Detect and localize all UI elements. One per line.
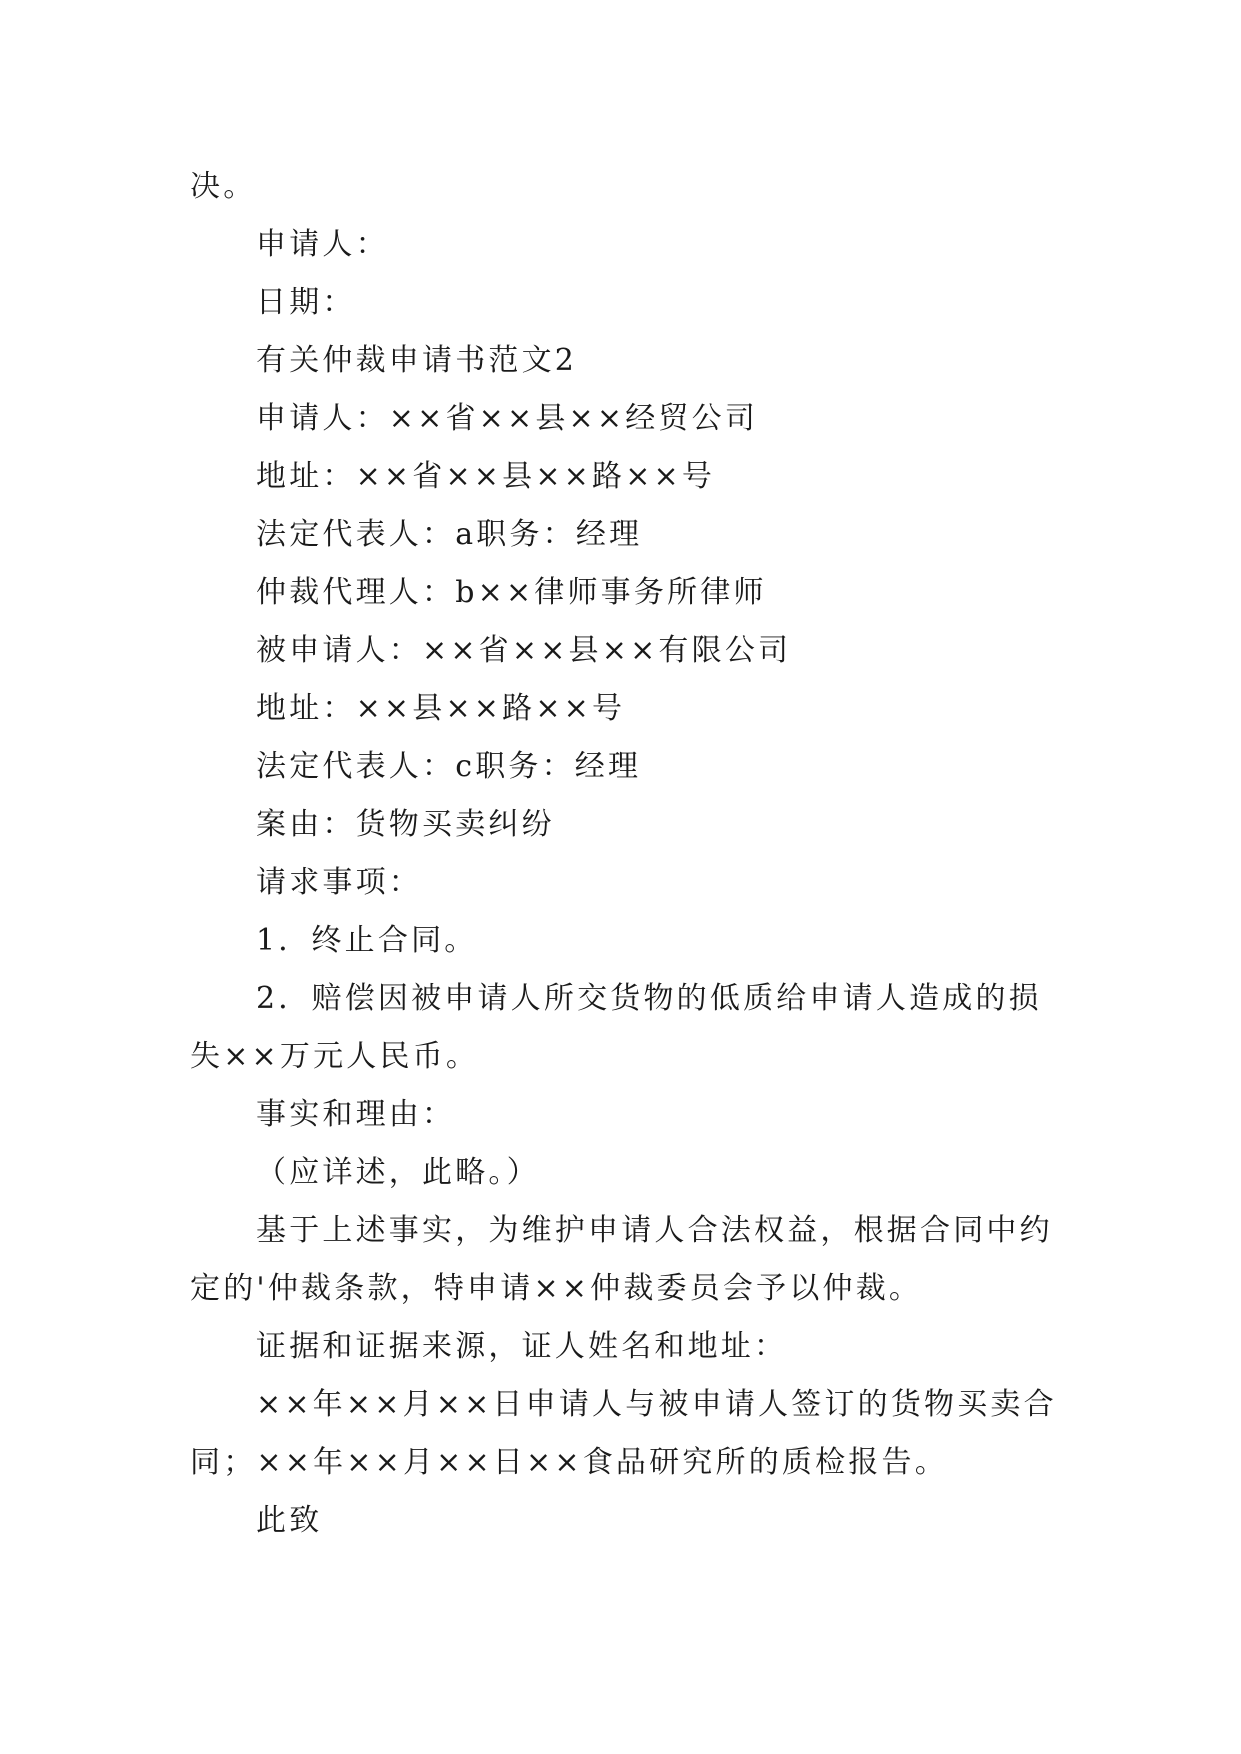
paragraph: 案由：货物买卖纠纷 bbox=[256, 807, 555, 842]
paragraph: 地址：××县××路××号 bbox=[256, 691, 626, 726]
paragraph: （应详述，此略。） bbox=[256, 1155, 540, 1190]
paragraph: 申请人：××省××县××经贸公司 bbox=[256, 401, 759, 436]
paragraph: 证据和证据来源，证人姓名和地址： bbox=[256, 1329, 788, 1364]
paragraph: 被申请人：××省××县××有限公司 bbox=[256, 633, 792, 668]
document-body bbox=[190, 158, 1070, 1550]
paragraph: 此致 bbox=[256, 1503, 323, 1538]
paragraph: 法定代表人：c职务：经理 bbox=[256, 749, 642, 784]
paragraph: 法定代表人：a职务：经理 bbox=[256, 517, 643, 552]
paragraph: 日期： bbox=[256, 285, 356, 320]
paragraph: 仲裁代理人：b××律师事务所律师 bbox=[256, 575, 767, 610]
paragraph: ××年××月××日申请人与被申请人签订的货物买卖合同；××年××月××日××食品研究所的质检报告。 bbox=[190, 1387, 1057, 1480]
paragraph: 事实和理由： bbox=[256, 1097, 456, 1132]
paragraph: 基于上述事实，为维护申请人合法权益，根据合同中约定的'仲裁条款，特申请××仲裁委员会予以仲裁。 bbox=[190, 1213, 1053, 1306]
paragraph: 申请人： bbox=[256, 227, 389, 262]
paragraph: 请求事项： bbox=[256, 865, 422, 900]
paragraph: 有关仲裁申请书范文2 bbox=[256, 343, 578, 378]
paragraph: 决。 bbox=[190, 169, 257, 204]
paragraph: 地址：××省××县××路××号 bbox=[256, 459, 716, 494]
paragraph: 1．终止合同。 bbox=[256, 923, 478, 958]
paragraph: 2．赔偿因被申请人所交货物的低质给申请人造成的损失××万元人民币。 bbox=[190, 981, 1042, 1074]
